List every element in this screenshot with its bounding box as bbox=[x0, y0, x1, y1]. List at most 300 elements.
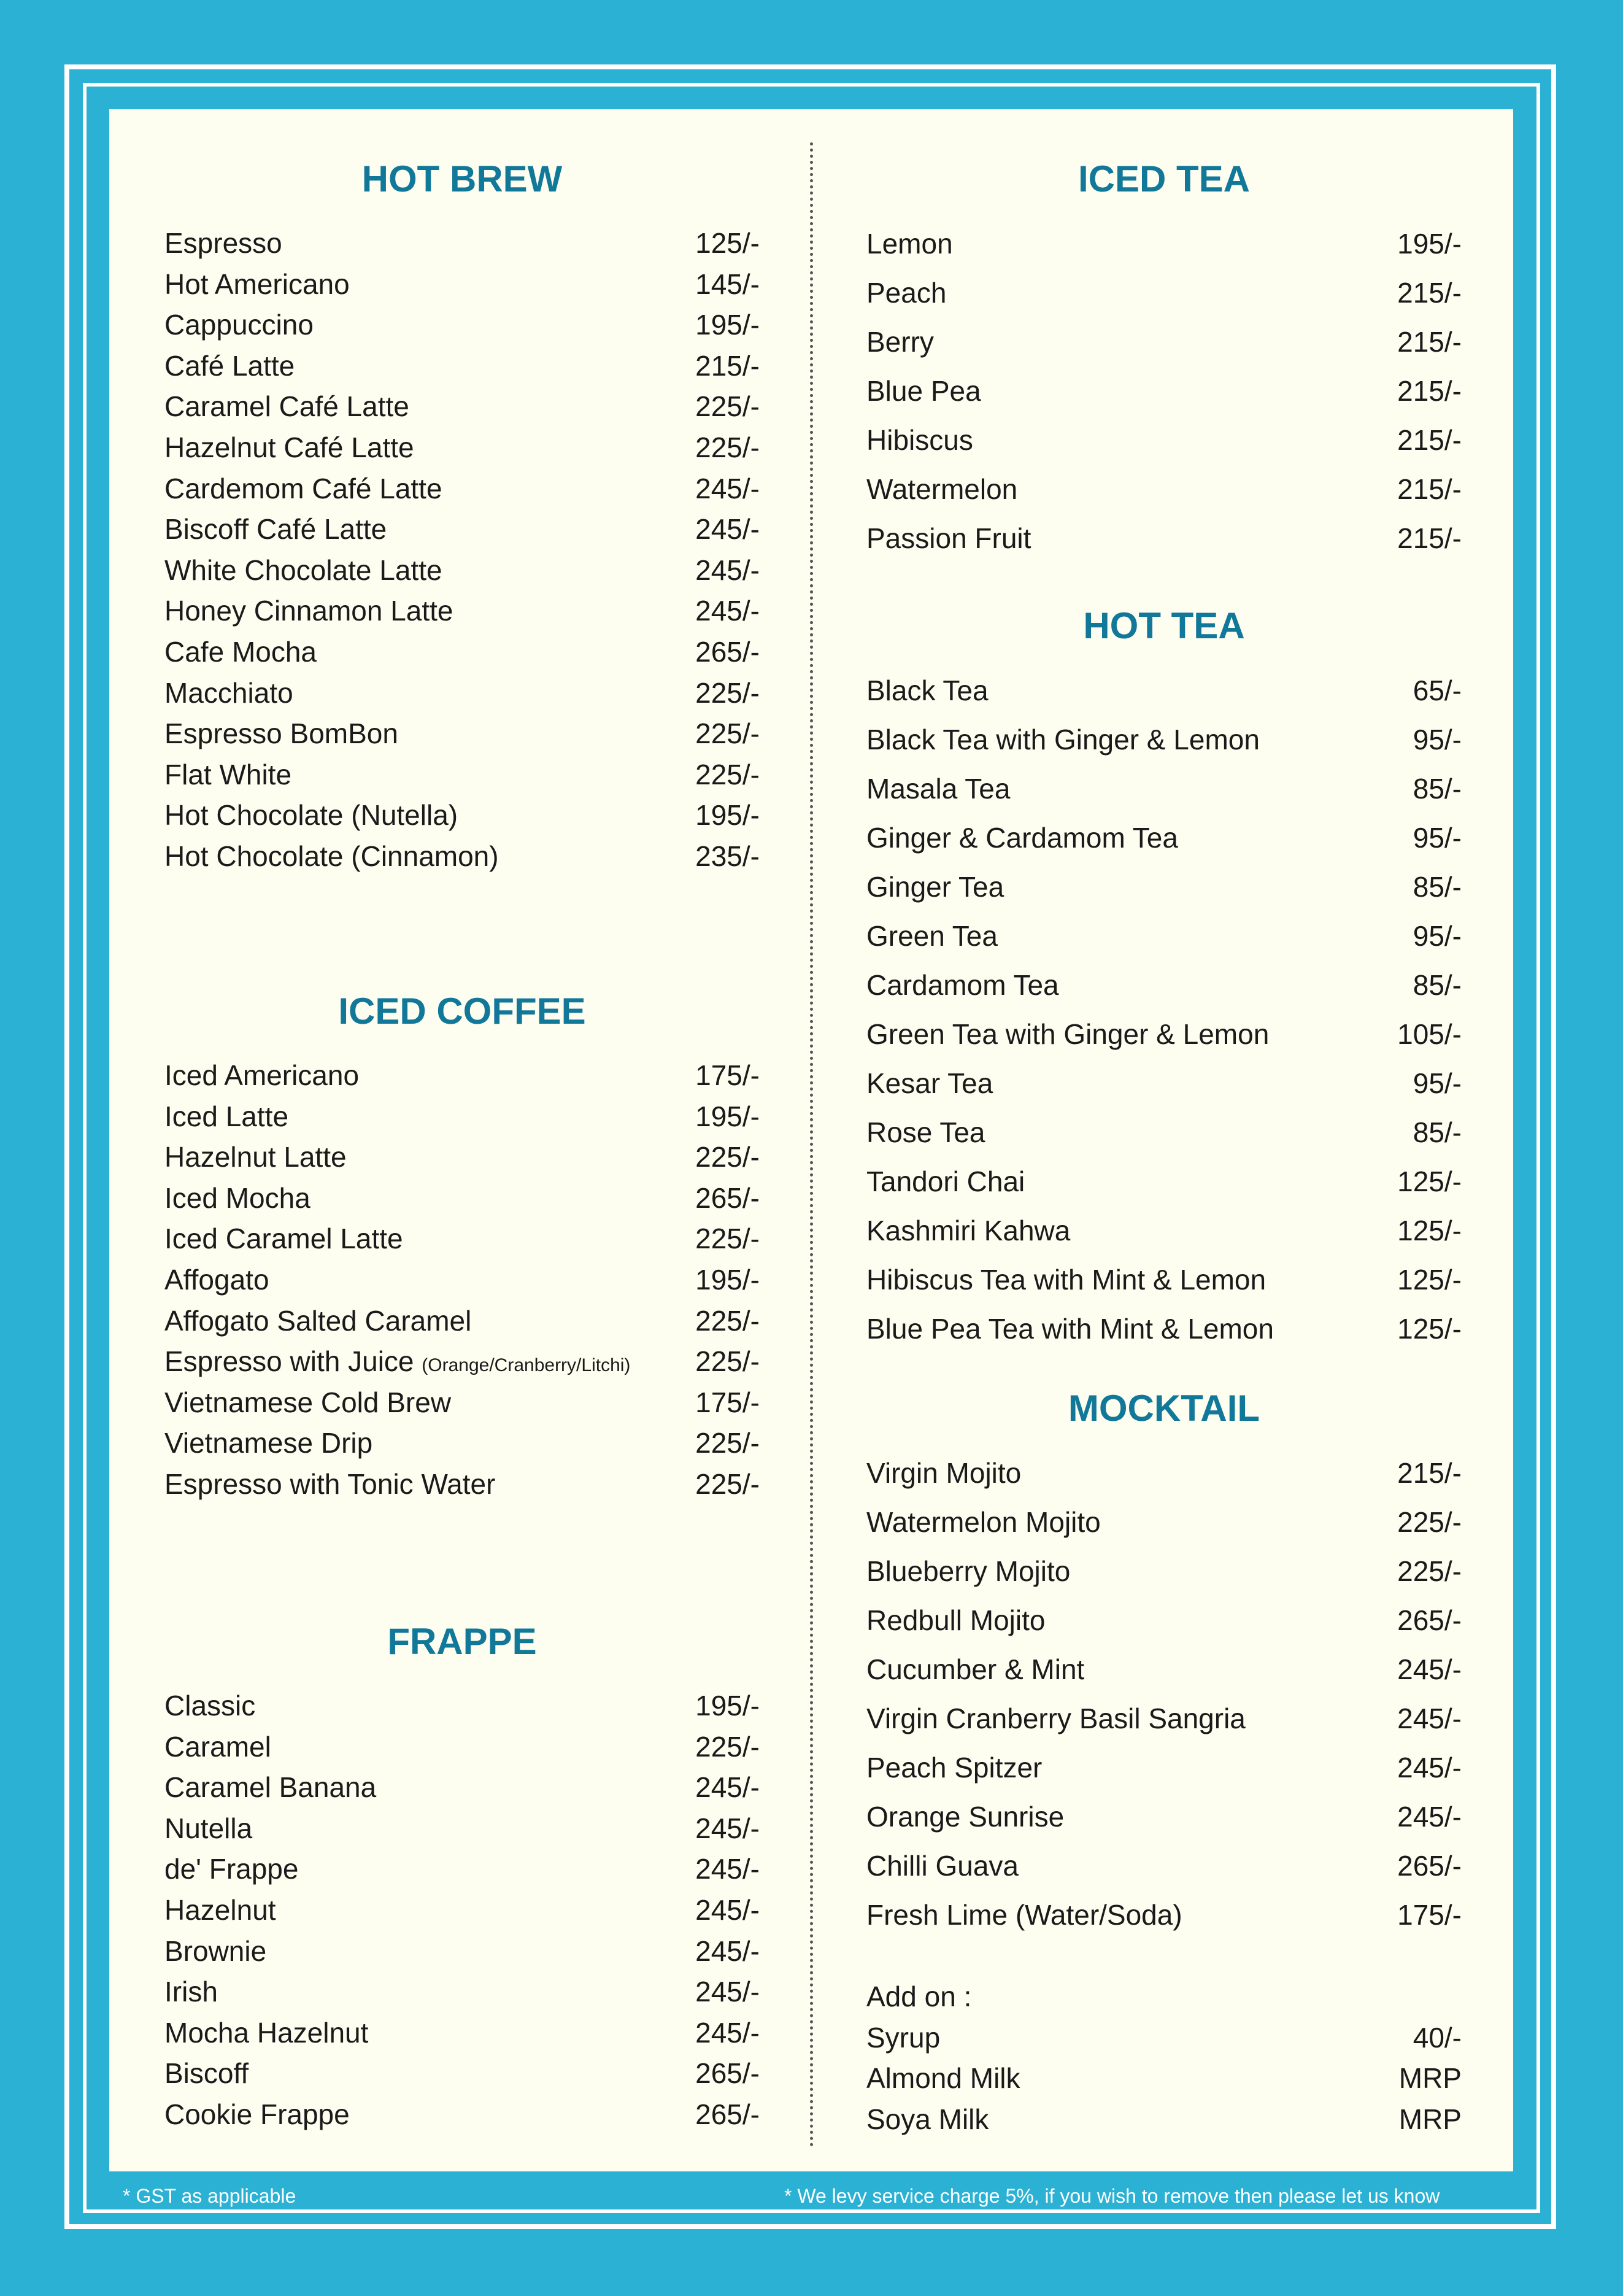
item-name: Hot Chocolate (Nutella) bbox=[164, 799, 458, 832]
menu-item bbox=[866, 2058, 1462, 2099]
item-name: Nutella bbox=[164, 1812, 253, 1844]
item-name: Cookie Frappe bbox=[164, 2098, 350, 2130]
item-name-group bbox=[164, 1726, 271, 1768]
item-price: 265/- bbox=[695, 635, 760, 668]
item-name-group bbox=[164, 1931, 266, 1972]
item-name: Cappuccino bbox=[164, 309, 314, 341]
item-price: 245/- bbox=[695, 1771, 760, 1804]
menu-item bbox=[866, 514, 1462, 563]
item-name-group bbox=[866, 1255, 1266, 1304]
menu-item bbox=[164, 468, 760, 509]
item-name-group bbox=[866, 1694, 1246, 1743]
item-name: Iced Caramel Latte bbox=[164, 1223, 403, 1255]
item-price: 125/- bbox=[1397, 1264, 1462, 1296]
menu-item bbox=[866, 1694, 1462, 1743]
section-title: MOCKTAIL bbox=[1068, 1388, 1260, 1429]
item-name-group bbox=[866, 1304, 1274, 1353]
section-hot-tea bbox=[866, 605, 1462, 1353]
item-name-group bbox=[164, 1218, 403, 1259]
menu-item bbox=[164, 1971, 760, 2012]
item-name: Espresso with Tonic Water bbox=[164, 1467, 496, 1500]
item-price: 245/- bbox=[1397, 1801, 1462, 1833]
menu-item bbox=[866, 1206, 1462, 1255]
item-name-group bbox=[164, 1178, 310, 1219]
item-name: Cucumber & Mint bbox=[866, 1653, 1085, 1685]
item-name-group bbox=[866, 1108, 985, 1157]
menu-item bbox=[164, 509, 760, 550]
item-name: Fresh Lime (Water/Soda) bbox=[866, 1899, 1182, 1931]
item-name-group bbox=[164, 754, 291, 795]
section-title: HOT BREW bbox=[361, 158, 563, 199]
item-name: Caramel Café Latte bbox=[164, 390, 409, 423]
item-name: Watermelon bbox=[866, 473, 1018, 505]
item-price: 215/- bbox=[1397, 375, 1462, 407]
item-name: Caramel Banana bbox=[164, 1771, 377, 1804]
item-price: 215/- bbox=[1397, 522, 1462, 554]
item-name-group bbox=[866, 1841, 1019, 1890]
item-name-group bbox=[866, 961, 1059, 1010]
item-name-group bbox=[164, 2012, 368, 2054]
item-price: 225/- bbox=[695, 1304, 760, 1337]
item-name: Hibiscus bbox=[866, 424, 973, 456]
item-price: 225/- bbox=[695, 1345, 760, 1378]
item-name: Hazelnut Café Latte bbox=[164, 431, 414, 463]
item-name: Ginger Tea bbox=[866, 871, 1004, 903]
item-name: Cardamom Tea bbox=[866, 969, 1059, 1001]
item-name: Hazelnut bbox=[164, 1893, 276, 1926]
item-name-group bbox=[866, 317, 934, 366]
item-name: Espresso BomBon bbox=[164, 717, 398, 750]
item-name: Hazelnut Latte bbox=[164, 1141, 347, 1173]
item-name-group bbox=[866, 1890, 1182, 1939]
section-title: FRAPPE bbox=[387, 1621, 537, 1662]
item-price: 225/- bbox=[695, 1467, 760, 1500]
item-name-group bbox=[866, 1448, 1021, 1498]
item-price: 245/- bbox=[695, 595, 760, 627]
item-name: Passion Fruit bbox=[866, 522, 1031, 554]
item-name: Caramel bbox=[164, 1730, 271, 1763]
item-name-group bbox=[164, 713, 398, 754]
menu-item bbox=[164, 836, 760, 877]
item-price: 195/- bbox=[695, 799, 760, 832]
item-name-group bbox=[866, 2099, 989, 2140]
item-name-group bbox=[164, 1464, 495, 1505]
item-name-group bbox=[866, 764, 1010, 813]
menu-item bbox=[164, 590, 760, 632]
menu-item bbox=[866, 961, 1462, 1010]
item-name-group bbox=[164, 1890, 276, 1931]
item-price: 175/- bbox=[1397, 1899, 1462, 1931]
menu-item bbox=[866, 666, 1462, 715]
item-name: Biscoff bbox=[164, 2057, 249, 2090]
item-price: MRP bbox=[1398, 2103, 1462, 2135]
menu-item bbox=[164, 1137, 760, 1178]
menu-item bbox=[866, 1108, 1462, 1157]
menu-item bbox=[164, 1726, 760, 1768]
item-price: 85/- bbox=[1413, 871, 1462, 903]
item-name: Iced Latte bbox=[164, 1100, 289, 1132]
menu-item bbox=[866, 366, 1462, 416]
item-name: Chilli Guava bbox=[866, 1850, 1019, 1882]
item-price: 225/- bbox=[1397, 1555, 1462, 1587]
item-name: Peach Spitzer bbox=[866, 1752, 1043, 1784]
item-name: Hot Chocolate (Cinnamon) bbox=[164, 840, 499, 872]
item-name-group bbox=[866, 813, 1178, 862]
section-add-on bbox=[866, 1976, 1462, 2139]
menu-item bbox=[164, 1423, 760, 1464]
item-price: 225/- bbox=[695, 1427, 760, 1459]
item-price: 195/- bbox=[695, 1100, 760, 1132]
item-name: Black Tea bbox=[866, 674, 989, 706]
item-name-group bbox=[164, 1808, 252, 1849]
item-name-group bbox=[866, 1157, 1025, 1206]
item-price: MRP bbox=[1398, 2062, 1462, 2095]
item-name: Espresso with Juice bbox=[164, 1345, 414, 1378]
item-name-group bbox=[164, 1301, 471, 1342]
item-price: 145/- bbox=[695, 268, 760, 300]
item-name-group bbox=[164, 1259, 269, 1301]
section-hot-brew bbox=[164, 158, 760, 877]
item-price: 125/- bbox=[1397, 1215, 1462, 1247]
item-name-group bbox=[866, 2017, 940, 2058]
menu-item bbox=[866, 1010, 1462, 1059]
item-name-group bbox=[866, 1059, 993, 1108]
item-price: 225/- bbox=[695, 758, 760, 790]
item-name: Cafe Mocha bbox=[164, 635, 317, 668]
item-name: Virgin Cranberry Basil Sangria bbox=[866, 1703, 1246, 1734]
item-name: Hot Americano bbox=[164, 268, 350, 300]
menu-item bbox=[866, 317, 1462, 366]
menu-item bbox=[866, 268, 1462, 317]
item-price: 245/- bbox=[695, 1893, 760, 1926]
item-name: Black Tea with Ginger & Lemon bbox=[866, 724, 1260, 756]
item-name-group bbox=[164, 1423, 372, 1464]
item-name-group bbox=[866, 1498, 1101, 1547]
item-name-group bbox=[164, 427, 414, 468]
menu-item bbox=[866, 1255, 1462, 1304]
item-name: Blueberry Mojito bbox=[866, 1555, 1071, 1587]
menu-item bbox=[866, 1596, 1462, 1645]
item-name: Flat White bbox=[164, 758, 292, 790]
item-price: 195/- bbox=[695, 1690, 760, 1722]
menu-item bbox=[164, 2012, 760, 2054]
item-name: Brownie bbox=[164, 1935, 267, 1967]
item-name: Café Latte bbox=[164, 349, 295, 382]
item-price: 225/- bbox=[1397, 1506, 1462, 1538]
item-price: 95/- bbox=[1413, 822, 1462, 854]
menu-item bbox=[866, 2017, 1462, 2058]
item-name: Kesar Tea bbox=[866, 1067, 993, 1099]
item-list bbox=[866, 666, 1462, 1353]
item-name-group bbox=[866, 514, 1031, 563]
item-price: 245/- bbox=[695, 513, 760, 546]
menu-item bbox=[164, 1890, 760, 1931]
item-name-group bbox=[164, 632, 317, 673]
item-name-group bbox=[164, 795, 458, 836]
item-price: 245/- bbox=[1397, 1703, 1462, 1734]
item-price: 95/- bbox=[1413, 724, 1462, 756]
menu-item bbox=[866, 1059, 1462, 1108]
item-name: Vietnamese Cold Brew bbox=[164, 1386, 452, 1418]
menu-item bbox=[866, 1841, 1462, 1890]
item-name-group bbox=[164, 1971, 218, 2012]
item-name: Blue Pea Tea with Mint & Lemon bbox=[866, 1313, 1274, 1345]
item-name: Blue Pea bbox=[866, 375, 981, 407]
item-price: 245/- bbox=[695, 554, 760, 586]
item-name: Affogato Salted Caramel bbox=[164, 1304, 472, 1337]
menu-item bbox=[164, 1301, 760, 1342]
item-list bbox=[164, 1685, 760, 2135]
item-name-group bbox=[866, 1743, 1042, 1792]
item-name-group bbox=[866, 862, 1004, 911]
item-name-group bbox=[164, 1341, 630, 1386]
item-price: 265/- bbox=[695, 1181, 760, 1214]
menu-item bbox=[164, 2053, 760, 2094]
item-name-group bbox=[164, 2094, 350, 2135]
menu-item bbox=[164, 223, 760, 264]
item-list bbox=[866, 2017, 1462, 2140]
section-title: ICED TEA bbox=[1078, 158, 1251, 199]
item-name: Cardemom Café Latte bbox=[164, 472, 442, 504]
menu-item bbox=[164, 1218, 760, 1259]
item-price: 215/- bbox=[1397, 1457, 1462, 1489]
item-price: 235/- bbox=[695, 840, 760, 872]
item-price: 265/- bbox=[1397, 1850, 1462, 1882]
menu-item bbox=[164, 1178, 760, 1219]
item-name-group bbox=[866, 666, 989, 715]
item-name: Green Tea with Ginger & Lemon bbox=[866, 1018, 1270, 1050]
item-name: Classic bbox=[164, 1690, 256, 1722]
item-name: Almond Milk bbox=[866, 2062, 1020, 2095]
item-name-group bbox=[866, 1792, 1064, 1841]
item-name-group bbox=[866, 715, 1260, 764]
item-price: 215/- bbox=[1397, 424, 1462, 456]
item-name-group bbox=[164, 1096, 288, 1137]
item-price: 195/- bbox=[695, 309, 760, 341]
item-name-group bbox=[164, 509, 387, 550]
item-price: 215/- bbox=[695, 349, 760, 382]
menu-item bbox=[866, 764, 1462, 813]
item-name-group bbox=[164, 673, 293, 714]
menu-item bbox=[866, 1448, 1462, 1498]
menu-item bbox=[164, 304, 760, 346]
menu-item bbox=[164, 1259, 760, 1301]
item-price: 65/- bbox=[1413, 674, 1462, 706]
item-name: Orange Sunrise bbox=[866, 1801, 1065, 1833]
item-price: 125/- bbox=[1397, 1165, 1462, 1197]
gst-note: * GST as applicable bbox=[123, 2185, 296, 2207]
item-price: 40/- bbox=[1413, 2021, 1462, 2054]
item-name-group bbox=[866, 1596, 1045, 1645]
add-on-title: Add on : bbox=[866, 1981, 972, 2012]
menu-item bbox=[866, 911, 1462, 961]
section-title: ICED COFFEE bbox=[338, 991, 586, 1032]
item-price: 245/- bbox=[1397, 1653, 1462, 1685]
item-name: Iced Americano bbox=[164, 1059, 360, 1091]
item-name: Affogato bbox=[164, 1263, 269, 1296]
item-list bbox=[866, 1448, 1462, 1939]
item-price: 215/- bbox=[1397, 473, 1462, 505]
item-name: Kashmiri Kahwa bbox=[866, 1215, 1071, 1247]
item-name: Green Tea bbox=[866, 920, 998, 952]
item-name: White Chocolate Latte bbox=[164, 554, 442, 586]
item-name-group bbox=[164, 1137, 347, 1178]
item-price: 245/- bbox=[695, 1853, 760, 1885]
section-iced-coffee bbox=[164, 990, 760, 1505]
item-name: Rose Tea bbox=[866, 1116, 985, 1148]
item-price: 225/- bbox=[695, 390, 760, 423]
menu-item bbox=[866, 1547, 1462, 1596]
column-divider bbox=[810, 142, 813, 2148]
item-name-group bbox=[164, 1055, 359, 1096]
item-price: 195/- bbox=[1397, 228, 1462, 260]
menu-item bbox=[866, 219, 1462, 268]
item-name-group bbox=[866, 366, 981, 416]
item-note: (Orange/Cranberry/Litchi) bbox=[422, 1355, 631, 1376]
item-name: Redbull Mojito bbox=[866, 1604, 1046, 1636]
menu-item bbox=[164, 427, 760, 468]
item-name: Macchiato bbox=[164, 676, 293, 709]
item-name: Berry bbox=[866, 326, 934, 358]
menu-item bbox=[164, 550, 760, 591]
item-name: Virgin Mojito bbox=[866, 1457, 1022, 1489]
item-name-group bbox=[866, 416, 973, 465]
section-mocktail bbox=[866, 1387, 1462, 1939]
item-name: Ginger & Cardamom Tea bbox=[866, 822, 1178, 854]
item-price: 195/- bbox=[695, 1263, 760, 1296]
menu-item bbox=[164, 713, 760, 754]
item-name: Hibiscus Tea with Mint & Lemon bbox=[866, 1264, 1266, 1296]
item-name: Soya Milk bbox=[866, 2103, 989, 2135]
item-name: Vietnamese Drip bbox=[164, 1427, 373, 1459]
menu-item bbox=[164, 1464, 760, 1505]
item-price: 85/- bbox=[1413, 969, 1462, 1001]
item-price: 245/- bbox=[695, 2016, 760, 2049]
menu-item bbox=[866, 1792, 1462, 1841]
service-charge-note: * We levy service charge 5%, if you wish to remove then please let us know bbox=[784, 2185, 1440, 2207]
item-price: 175/- bbox=[695, 1059, 760, 1091]
menu-item bbox=[866, 1304, 1462, 1353]
item-price: 245/- bbox=[1397, 1752, 1462, 1784]
item-name: Watermelon Mojito bbox=[866, 1506, 1101, 1538]
item-price: 85/- bbox=[1413, 1116, 1462, 1148]
menu-item bbox=[164, 1685, 760, 1726]
item-price: 265/- bbox=[1397, 1604, 1462, 1636]
item-name: de' Frappe bbox=[164, 1853, 299, 1885]
item-name-group bbox=[164, 2053, 249, 2094]
menu-item bbox=[164, 346, 760, 387]
menu-item bbox=[866, 1890, 1462, 1939]
item-name: Mocha Hazelnut bbox=[164, 2016, 369, 2049]
menu-item bbox=[866, 1645, 1462, 1694]
item-price: 125/- bbox=[1397, 1313, 1462, 1345]
menu-item bbox=[164, 1096, 760, 1137]
item-price: 265/- bbox=[695, 2098, 760, 2130]
item-price: 225/- bbox=[695, 431, 760, 463]
item-name: Syrup bbox=[866, 2021, 941, 2054]
item-name-group bbox=[164, 304, 314, 346]
item-price: 245/- bbox=[695, 1976, 760, 2008]
item-name-group bbox=[164, 1767, 376, 1808]
item-price: 225/- bbox=[695, 676, 760, 709]
section-frappe bbox=[164, 1620, 760, 2135]
menu-item bbox=[866, 416, 1462, 465]
section-iced-tea bbox=[866, 158, 1462, 563]
item-list bbox=[164, 223, 760, 877]
item-name-group bbox=[866, 2058, 1020, 2099]
item-name: Lemon bbox=[866, 228, 953, 260]
item-name-group bbox=[164, 223, 282, 264]
item-name: Espresso bbox=[164, 227, 282, 259]
item-price: 85/- bbox=[1413, 773, 1462, 805]
item-name-group bbox=[164, 468, 442, 509]
menu-item bbox=[164, 795, 760, 836]
menu-item bbox=[164, 1767, 760, 1808]
menu-item bbox=[164, 1382, 760, 1423]
item-name-group bbox=[866, 1206, 1070, 1255]
item-price: 175/- bbox=[695, 1386, 760, 1418]
item-price: 95/- bbox=[1413, 1067, 1462, 1099]
item-name-group bbox=[164, 1685, 255, 1726]
item-name-group bbox=[866, 1645, 1084, 1694]
menu-item bbox=[866, 2099, 1462, 2140]
item-name: Tandori Chai bbox=[866, 1165, 1025, 1197]
menu-item bbox=[866, 1498, 1462, 1547]
item-name-group bbox=[866, 1010, 1269, 1059]
menu-item bbox=[164, 673, 760, 714]
item-name-group bbox=[866, 268, 946, 317]
menu-item bbox=[164, 386, 760, 427]
menu-item bbox=[164, 1849, 760, 1890]
item-name: Peach bbox=[866, 277, 947, 309]
item-price: 215/- bbox=[1397, 277, 1462, 309]
item-price: 265/- bbox=[695, 2057, 760, 2090]
menu-item bbox=[866, 1157, 1462, 1206]
item-name-group bbox=[866, 465, 1017, 514]
menu-item bbox=[164, 632, 760, 673]
item-price: 245/- bbox=[695, 1812, 760, 1844]
item-price: 225/- bbox=[695, 1223, 760, 1255]
item-name-group bbox=[164, 1849, 298, 1890]
item-list bbox=[164, 1055, 760, 1505]
item-name-group bbox=[164, 836, 499, 877]
item-name-group bbox=[164, 1382, 451, 1423]
menu-item bbox=[164, 264, 760, 305]
item-name-group bbox=[164, 590, 453, 632]
item-price: 245/- bbox=[695, 1935, 760, 1967]
item-name: Honey Cinnamon Latte bbox=[164, 595, 453, 627]
item-list bbox=[866, 219, 1462, 563]
item-price: 245/- bbox=[695, 472, 760, 504]
menu-item bbox=[164, 1808, 760, 1849]
item-price: 125/- bbox=[695, 227, 760, 259]
item-price: 215/- bbox=[1397, 326, 1462, 358]
item-name-group bbox=[164, 346, 295, 387]
menu-item bbox=[164, 1931, 760, 1972]
item-name-group bbox=[164, 264, 350, 305]
item-name-group bbox=[866, 219, 953, 268]
menu-item bbox=[866, 1743, 1462, 1792]
menu-item bbox=[866, 813, 1462, 862]
item-name: Masala Tea bbox=[866, 773, 1011, 805]
menu-item bbox=[866, 465, 1462, 514]
item-name-group bbox=[866, 1547, 1070, 1596]
item-price: 95/- bbox=[1413, 920, 1462, 952]
menu-item bbox=[866, 715, 1462, 764]
menu-item bbox=[866, 862, 1462, 911]
section-title: HOT TEA bbox=[1083, 605, 1245, 646]
item-price: 225/- bbox=[695, 1730, 760, 1763]
